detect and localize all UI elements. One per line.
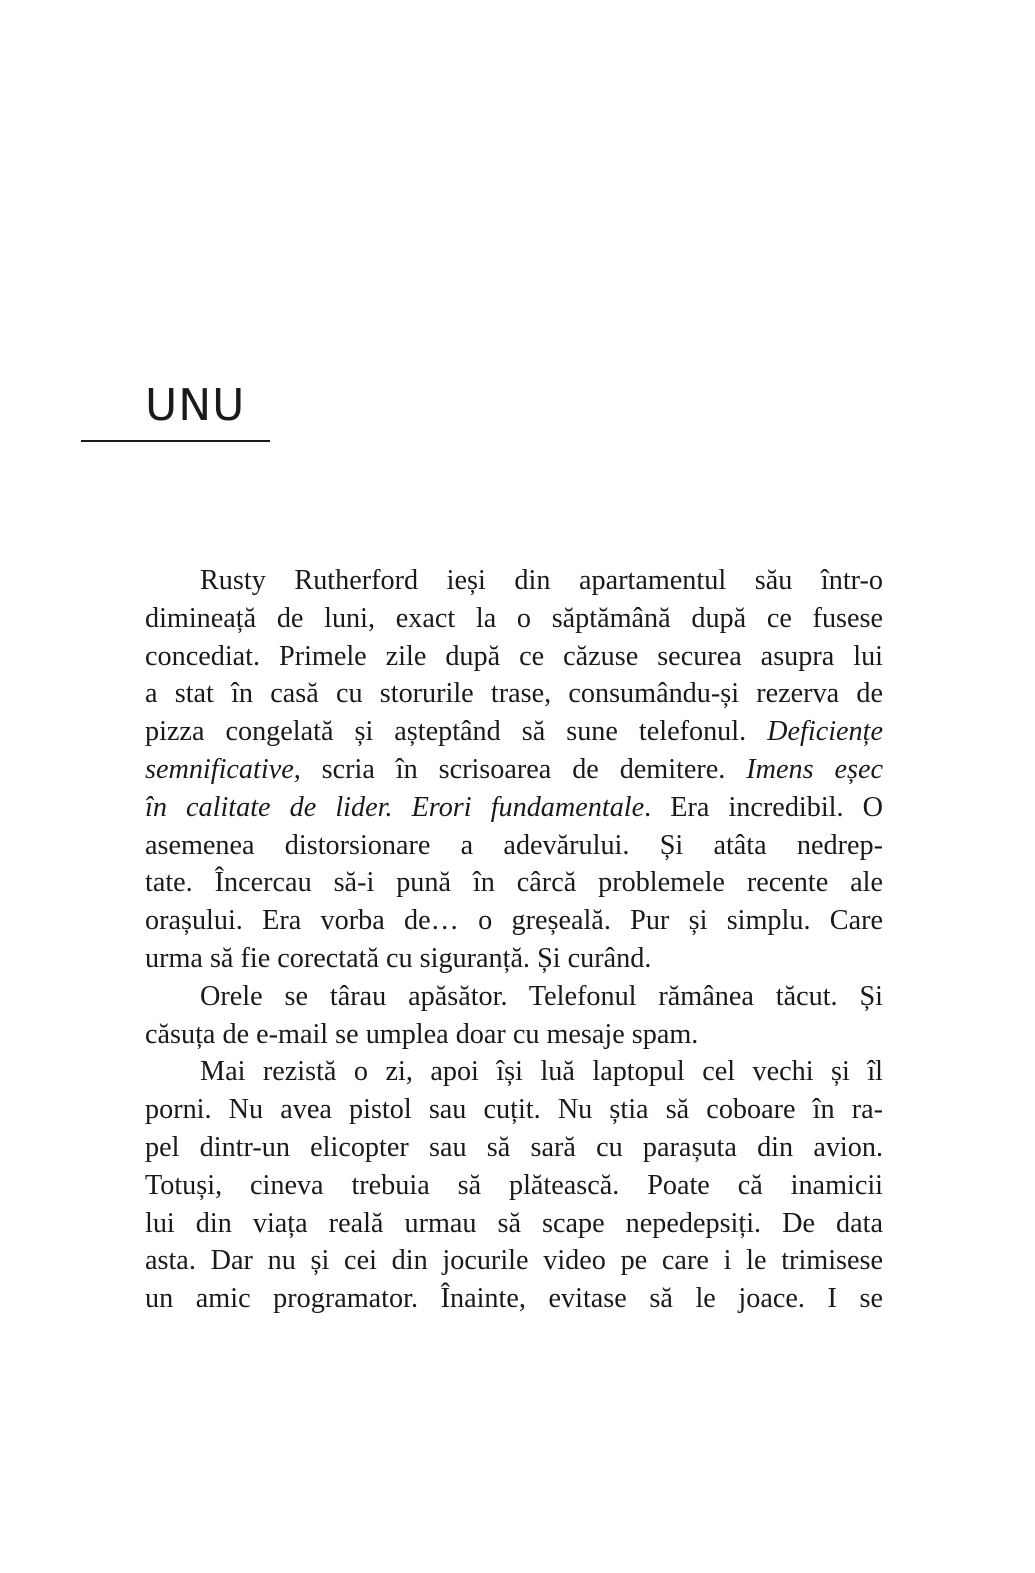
text-line: căsuța de e-mail se umplea doar cu mesaje spam. xyxy=(145,1018,699,1050)
text-line: lui din viața reală urmau să scape nepedepsiți. De data xyxy=(145,1207,883,1239)
text-line: asta. Dar nu și cei din jocurile video pe care i le trimisese xyxy=(145,1245,883,1277)
text-line: Totuși, cineva trebuia să plătească. Poate că inamicii xyxy=(145,1169,883,1201)
text-line: asemenea distorsionare a adevărului. Și atâta nedrep- xyxy=(145,829,883,861)
text-line: pizza congelată și așteptând să sune telefonul. Deficiențe xyxy=(145,716,883,748)
chapter-title-underline xyxy=(81,440,270,442)
italic-quote: Imens eșec xyxy=(746,753,883,785)
text-line: a stat în casă cu storurile trase, consumându-și rezerva de xyxy=(145,678,883,710)
text-line: urma să fie corectată cu siguranță. Și curând. xyxy=(145,942,652,974)
chapter-title: UNU xyxy=(145,380,246,431)
text-line: un amic programator. Înainte, evitase să le joace. I se xyxy=(145,1283,883,1315)
text-line: Orele se târau apăsător. Telefonul rămânea tăcut. Și xyxy=(200,980,883,1012)
text-line: în calitate de lider. Erori fundamentale. Era incredibil. O xyxy=(145,791,883,823)
italic-quote: Deficiențe xyxy=(767,716,883,748)
text-line: semnificative, scria în scrisoarea de demitere. Imens eșec xyxy=(145,753,883,785)
text-line: tate. Încercau să-i pună în cârcă problemele recente ale xyxy=(145,867,883,899)
text-line: Mai rezistă o zi, apoi își luă laptopul cel vechi și îl xyxy=(200,1056,883,1088)
text-line: pel dintr-un elicopter sau să sară cu parașuta din avion. xyxy=(145,1131,883,1163)
text-line: concediat. Primele zile după ce căzuse securea asupra lui xyxy=(145,640,883,672)
italic-quote: în calitate de lider. Erori fundamentale xyxy=(145,791,645,823)
text-line: orașului. Era vorba de… o greșeală. Pur și simplu. Care xyxy=(145,905,883,937)
chapter-body-text xyxy=(145,562,883,1318)
text-line: porni. Nu avea pistol sau cuțit. Nu știa să coboare în ra- xyxy=(145,1094,883,1126)
text-line: Rusty Rutherford ieși din apartamentul său într-o xyxy=(200,565,883,596)
italic-quote: semnificative, xyxy=(145,753,301,785)
text-line: dimineață de luni, exact la o săptămână după ce fusese xyxy=(145,602,883,634)
